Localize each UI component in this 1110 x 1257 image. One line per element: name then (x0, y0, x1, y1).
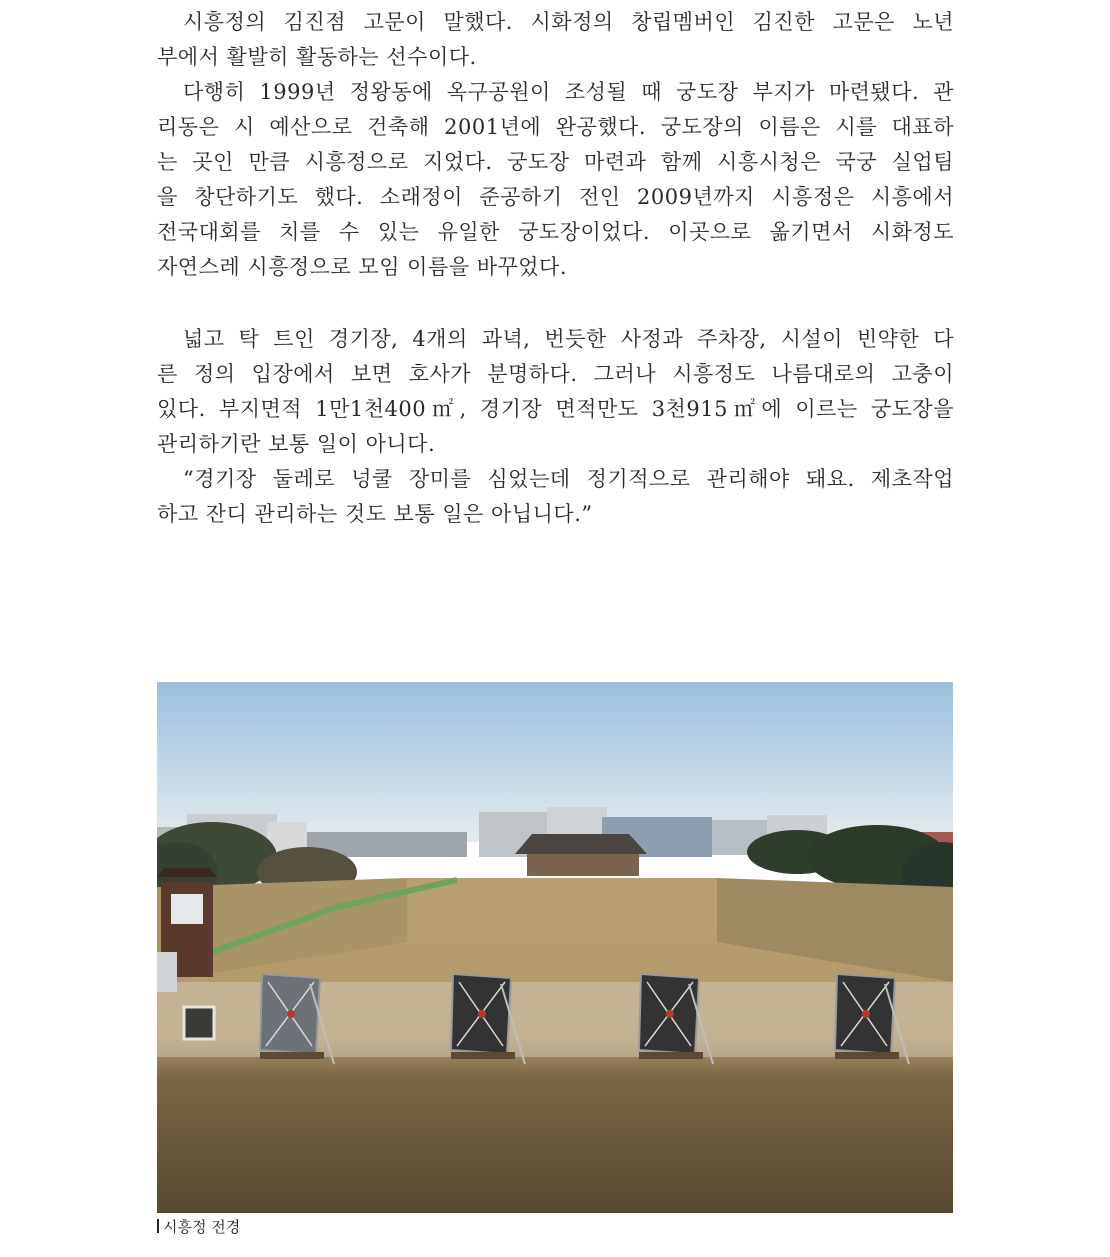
caption-text: 시흥정 전경 (163, 1218, 241, 1236)
paragraph (157, 5, 954, 75)
booth (157, 868, 217, 992)
paragraph-line: 부에서 활발히 활동하는 선수이다. (157, 45, 477, 69)
paragraph-group-1 (157, 5, 954, 285)
paragraph-line: 자연스레 시흥정으로 모임 이름을 바꾸었다. (157, 255, 568, 279)
paragraph (157, 322, 954, 462)
paragraph-line: 전국대회를 치를 수 있는 유일한 궁도장이었다. 이곳으로 옮기면서 시화정도 (157, 220, 954, 244)
paragraph-line: 관리하기란 보통 일이 아니다. (157, 432, 436, 456)
paragraph-line: 을 창단하기도 했다. 소래정이 준공하기 전인 2009년까지 시흥정은 시흥에서 (157, 185, 954, 209)
paragraph-line: 리동은 시 예산으로 건축해 2001년에 완공했다. 궁도장의 이름은 시를 대표하 (157, 115, 954, 139)
caption-bar (157, 1219, 159, 1233)
paragraph-line: “경기장 둘레로 넝쿨 장미를 심었는데 정기적으로 관리해야 돼요. 제초작업 (183, 467, 954, 491)
paragraph (157, 75, 954, 285)
archery-range-photo (157, 682, 953, 1213)
paragraph-line: 넓고 탁 트인 경기장, 4개의 과녁, 번듯한 사정과 주차장, 시설이 빈약한 다 (183, 327, 954, 351)
photo-caption (157, 1216, 240, 1238)
paragraph-line: 는 곳인 만큼 시흥정으로 지었다. 궁도장 마련과 함께 시흥시청은 국궁 실업팀 (157, 150, 954, 174)
paragraph-line: 른 정의 입장에서 보면 호사가 분명하다. 그러나 시흥정도 나름대로의 고충이 (157, 362, 954, 386)
paragraph-group-2 (157, 322, 954, 532)
paragraph-line: 있다. 부지면적 1만1천400㎡, 경기장 면적만도 3천915㎡에 이르는 궁도장을 (157, 397, 954, 421)
pavilion (515, 834, 647, 876)
paragraph-line: 다행히 1999년 정왕동에 옥구공원이 조성될 때 궁도장 부지가 마련됐다. 관 (183, 80, 954, 104)
paragraph-line: 시흥정의 김진점 고문이 말했다. 시화정의 창립멤버인 김진한 고문은 노년 (183, 10, 954, 34)
paragraph (157, 462, 954, 532)
paragraph-line: 하고 잔디 관리하는 것도 보통 일은 아닙니다.” (157, 502, 593, 526)
